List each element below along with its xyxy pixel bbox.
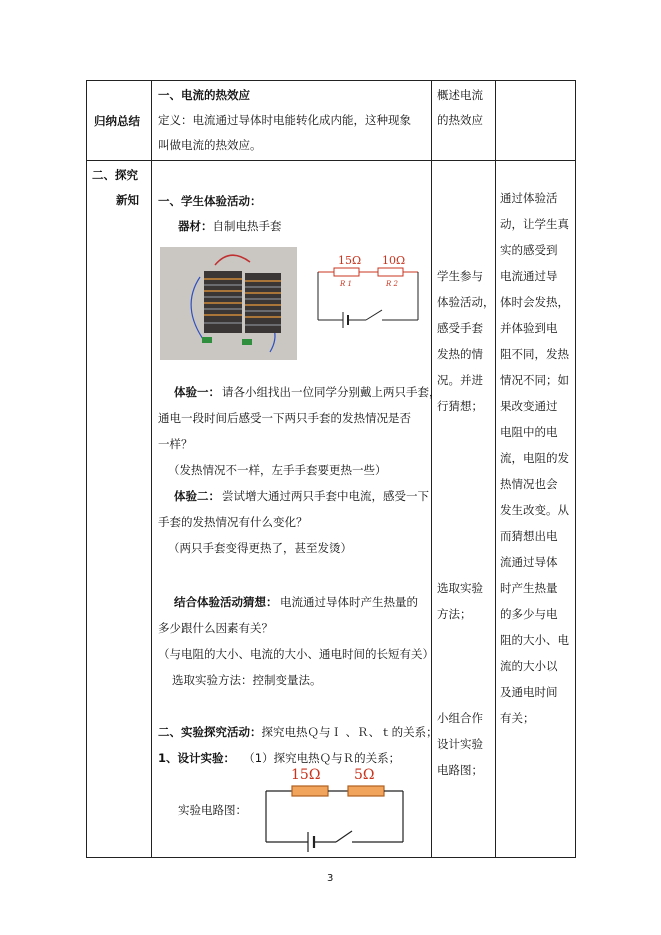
- heated-gloves-photo: [160, 247, 297, 360]
- circuit1-resistor-2: [378, 268, 403, 276]
- circuit2-resistor-2: [348, 786, 384, 796]
- student-block1-line: 行猜想；: [437, 399, 483, 413]
- exp2-line-2: 手套的发热情况有什么变化？: [158, 515, 308, 529]
- guess-answer: （与电阻的大小、电流的大小、通电时间的长短有关）: [158, 647, 434, 661]
- intent-line: 并体验到电: [500, 321, 558, 335]
- student-activity-block-3: [437, 713, 483, 791]
- definition-line-2: 叫做电流的热效应。: [158, 138, 262, 152]
- student-block1-line: 况。并进: [437, 373, 483, 387]
- circuit2-r1-value: 15Ω: [291, 767, 321, 783]
- heat-effect-heading: 一、电流的热效应: [158, 88, 250, 102]
- intent-line: 及通电时间: [500, 685, 558, 699]
- row-divider: [86, 160, 576, 161]
- intent-line: 流的大小以: [500, 659, 558, 673]
- intent-line: 流通过导体: [500, 555, 558, 569]
- student-block3-line: 电路图；: [437, 763, 483, 777]
- circuit1-r1-value: 15Ω: [338, 254, 362, 267]
- circuit2-switch: [336, 831, 352, 842]
- student-activity-block-1: [437, 271, 495, 427]
- student-block2-line: 方法；: [437, 607, 472, 621]
- intent-line: 发生改变。从: [500, 503, 569, 517]
- glove-circuit-diagram: [310, 252, 425, 330]
- col-divider-2: [431, 80, 432, 858]
- intent-line: 有关；: [500, 711, 535, 725]
- equipment-line: [178, 221, 282, 233]
- row1-student-line-2: 的热效应: [437, 113, 483, 127]
- experiment-circuit-diagram: [262, 764, 407, 854]
- circuit1-r2-value: 10Ω: [382, 254, 406, 267]
- student-block3-line: 小组合作: [437, 711, 483, 725]
- intent-line: 电流通过导: [500, 269, 558, 283]
- intent-line: 实的感受到: [500, 243, 558, 257]
- student-block3-line: 设计实验: [437, 737, 483, 751]
- equipment-label: 器材：: [178, 219, 213, 233]
- circuit2-resistor-1: [292, 786, 328, 796]
- exp2-answer: （两只手套变得更热了，甚至发烫）: [168, 541, 352, 555]
- row1-student-line-1: 概述电流: [437, 88, 483, 102]
- student-block1-line: 感受手套: [437, 321, 483, 335]
- student-block2-line: 选取实验: [437, 581, 483, 595]
- exp1-line-2: 通电一段时间后感受一下两只手套的发热情况是否: [158, 411, 411, 425]
- table-top-border: [86, 80, 576, 81]
- circuit1-resistor-1: [334, 268, 359, 276]
- guess-line-2: 多少跟什么因素有关？: [158, 621, 273, 635]
- student-block1-line: 体验活动，: [437, 295, 495, 309]
- section2-line: [158, 727, 438, 739]
- intent-line: 情况不同；如: [500, 373, 569, 387]
- intent-line: 阻不同，发热: [500, 347, 569, 361]
- design-line: [158, 753, 400, 765]
- intent-line: 时产生热量: [500, 581, 558, 595]
- design-intent-block: [500, 193, 569, 739]
- student-activity-block-2: [437, 583, 483, 635]
- intent-line: 体时会发热，: [500, 295, 569, 309]
- table-bottom-border: [86, 857, 576, 858]
- page-number: 3: [327, 873, 334, 884]
- intent-line: 阻的大小、电: [500, 633, 569, 647]
- row2-label-line-2: 新知: [116, 193, 139, 207]
- intent-line: 流，电阻的发: [500, 451, 569, 465]
- design-rest: （1）探究电热Ｑ与Ｒ的关系；: [249, 751, 401, 765]
- guess-label: 结合体验活动猜想：: [174, 595, 278, 609]
- exp1-line-3: 一样？: [158, 437, 193, 451]
- col-divider-1: [151, 80, 152, 858]
- exp1-label: 体验一：: [174, 385, 220, 399]
- row2-label-line-1: 二、探究: [92, 168, 138, 182]
- guess-line-1: 电流通过导体时产生热量的: [280, 595, 418, 609]
- intent-line: 动，让学生真: [500, 217, 569, 231]
- exp2-label: 体验二：: [174, 489, 220, 503]
- intent-line: 而猜想出电: [500, 529, 558, 543]
- table-left-border: [86, 80, 87, 858]
- method-line: 选取实验方法：控制变量法。: [172, 673, 322, 687]
- intent-line: 电阻中的电: [500, 425, 558, 439]
- row1-label: 归纳总结: [94, 114, 140, 128]
- exp2-line-1: 尝试增大通过两只手套中电流，感受一下: [222, 489, 429, 503]
- student-block1-line: 发热的情: [437, 347, 483, 361]
- section2-rest: 探究电热Ｑ与Ｉ 、Ｒ、ｔ的关系；: [261, 725, 438, 739]
- switch: [366, 310, 382, 320]
- intent-line: 热情况也会: [500, 477, 558, 491]
- circuit-label: 实验电路图：: [178, 803, 247, 817]
- circuit1-r1-label: R 1: [340, 280, 352, 288]
- equipment-value: 自制电热手套: [212, 219, 282, 233]
- design-label: 1、设计实验：: [158, 751, 236, 765]
- circuit2-r2-value: 5Ω: [354, 767, 375, 783]
- intent-line: 通过体验活: [500, 191, 558, 205]
- table-right-border: [575, 80, 576, 858]
- intent-line: 的多少与电: [500, 607, 558, 621]
- section1-title: 一、学生体验活动：: [158, 194, 262, 208]
- col-divider-3: [495, 80, 496, 858]
- intent-line: 果改变通过: [500, 399, 558, 413]
- student-block1-line: 学生参与: [437, 269, 483, 283]
- exp1-answer: （发热情况不一样，左手手套要更热一些）: [168, 463, 387, 477]
- exp1-line-1: 请各小组找出一位同学分别戴上两只手套，: [222, 385, 441, 399]
- section2-title: 二、实验探究活动：: [158, 725, 262, 739]
- circuit1-r2-label: R 2: [386, 280, 398, 288]
- definition-line-1: 定义：电流通过导体时电能转化成内能，这种现象: [158, 113, 411, 127]
